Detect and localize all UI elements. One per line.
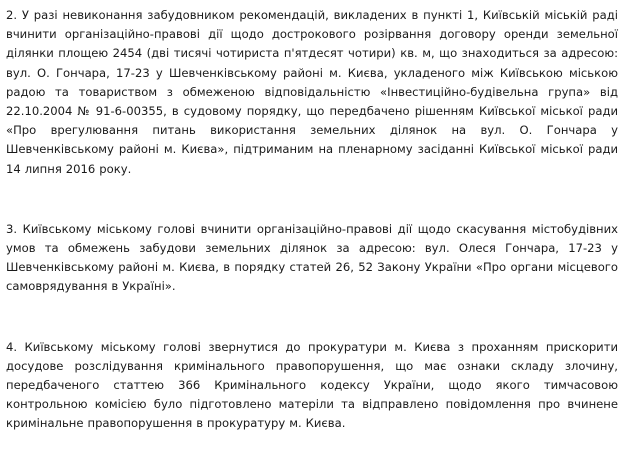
paragraph-3: 3. Київському міському голові вчинити організаційно-правові дії щодо скасування містобудівних умов та обмежень забудови земельних ділянок за адресою: вул. Олеся Гончара, 17-23 у Шевченківському районі м. Києва, в порядку статей 26, 52 Закону України «Про органи місцевого самоврядування в Україні». [6,221,618,294]
paragraph-4: 4. Київському міському голові звернутися до прокуратури м. Києва з проханням прискорити досудове розслідування кримінального правопорушення, що має ознаки складу злочину, передбаченого статтею 366 Кримінального кодексу України, щодо якого тимчасовою контрольною комісією було підготовлено матеріли та відправлено повідомлення про вчинене кримінальне правопорушення в прокуратуру м. Києва. [6,339,618,431]
paragraph-2: 2. У разі невиконання забудовником рекомендацій, викладених в пункті 1, Київській міській раді вчинити організаційно-правові дії щодо дострокового розірвання договору оренди земельної ділянки площею 2454 (дві тисячі чотириста п'ятдесят чотири) кв. м, що знаходиться за адресою: вул. О. Гончара, 17-23 у Шевченківському районі м. Києва, укладеного між Київською міською радою та товариством з обмеженою відповідальністю «Інвестиційно-будівельна група» від 22.10.2004 № 91-6-00355, в судовому порядку, що передбачено рішенням Київської міської ради «Про врегулювання питань використання земельних ділянок на вул. О. Гончара у Шевченківському районі м. Києва», підтриманим на пленарному засіданні Київської міської ради 14 липня 2016 року. [6,8,618,176]
document-body [6,6,618,434]
